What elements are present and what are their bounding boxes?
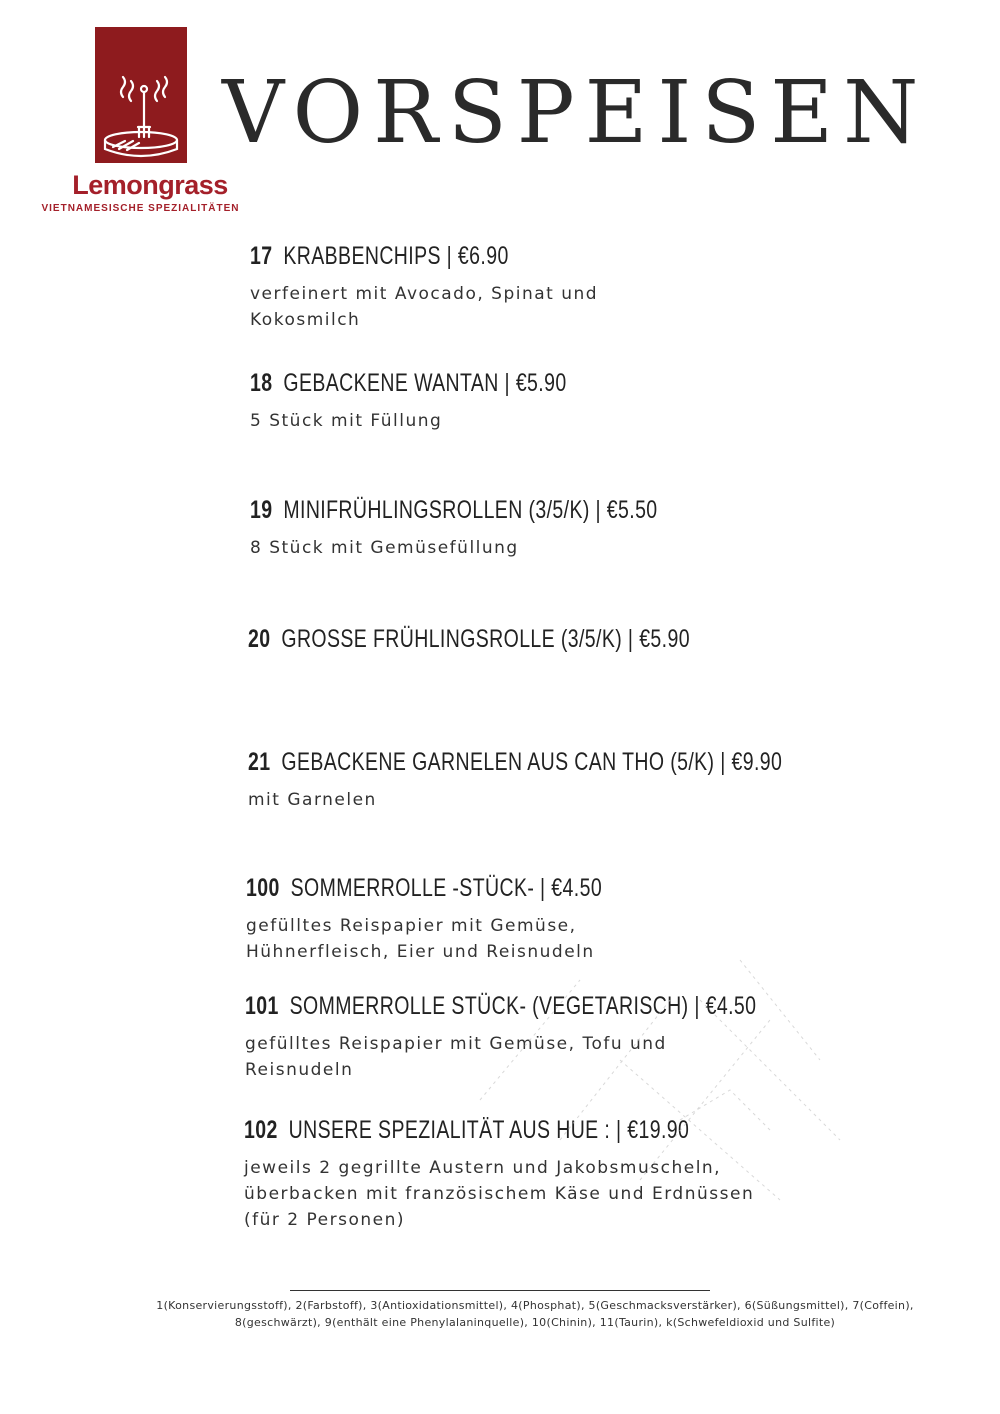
- allergen-footnote: 1(Konservierungsstoff), 2(Farbstoff), 3(Antioxidationsmittel), 4(Phosphat), 5(Geschmacksverstärker), 6(Süßungsmittel), 7(Coffein), 8(geschwärzt), 9(enthält eine Phenylalaninquelle), 10(Chinin), 11(Taurin), k(Schwefeldioxid und Sulfite): [156, 1299, 914, 1329]
- menu-item: [250, 369, 656, 434]
- item-number: 101: [245, 992, 279, 1020]
- item-description: mit Garnelen: [248, 790, 377, 810]
- item-title: UNSERE SPEZIALITÄT AUS HUE : | €19.90: [288, 1116, 690, 1144]
- item-title: GEBACKENE GARNELEN AUS CAN THO (5/K) | €9.90: [281, 748, 783, 776]
- logo: [95, 27, 187, 163]
- item-number: 17: [250, 242, 273, 270]
- item-title: GROSSE FRÜHLINGSROLLE (3/5/K) | €5.90: [281, 625, 690, 653]
- item-description: verfeinert mit Avocado, Spinat und Kokosmilch: [250, 284, 599, 330]
- item-number: 100: [246, 874, 280, 902]
- item-description: gefülltes Reispapier mit Gemüse, Tofu und Reisnudeln: [245, 1034, 667, 1080]
- menu-item: [250, 496, 773, 561]
- item-number: 19: [250, 496, 273, 524]
- brand-name: Lemongrass: [72, 170, 228, 200]
- item-title: GEBACKENE WANTAN | €5.90: [283, 369, 567, 397]
- faded-stamp: [440, 940, 860, 1240]
- item-description: jeweils 2 gegrillte Austern und Jakobsmuscheln, überbacken mit französischem Käse und Erdnüssen (für 2 Personen): [244, 1158, 755, 1230]
- item-description: 8 Stück mit Gemüsefüllung: [250, 538, 519, 558]
- footnote-divider: [290, 1290, 710, 1291]
- item-title: KRABBENCHIPS | €6.90: [283, 242, 509, 270]
- menu-item: [250, 242, 598, 333]
- item-number: 18: [250, 369, 273, 397]
- menu-item: [248, 748, 933, 813]
- grill-fork-icon: [95, 27, 187, 163]
- page-title: VORSPEISEN: [222, 63, 929, 163]
- item-title: MINIFRÜHLINGSROLLEN (3/5/K) | €5.50: [283, 496, 658, 524]
- item-description: gefülltes Reispapier mit Gemüse, Hühnerfleisch, Eier und Reisnudeln: [246, 916, 595, 962]
- item-number: 21: [248, 748, 271, 776]
- brand-subtitle: VIETNAMESISCHE SPEZIALITÄTEN: [41, 203, 240, 214]
- item-number: 102: [244, 1116, 278, 1144]
- item-description: 5 Stück mit Füllung: [250, 411, 443, 431]
- item-number: 20: [248, 625, 271, 653]
- item-title: SOMMERROLLE STÜCK- (VEGETARISCH) | €4.50: [289, 992, 757, 1020]
- menu-item: [248, 625, 815, 664]
- item-title: SOMMERROLLE -STÜCK- | €4.50: [290, 874, 603, 902]
